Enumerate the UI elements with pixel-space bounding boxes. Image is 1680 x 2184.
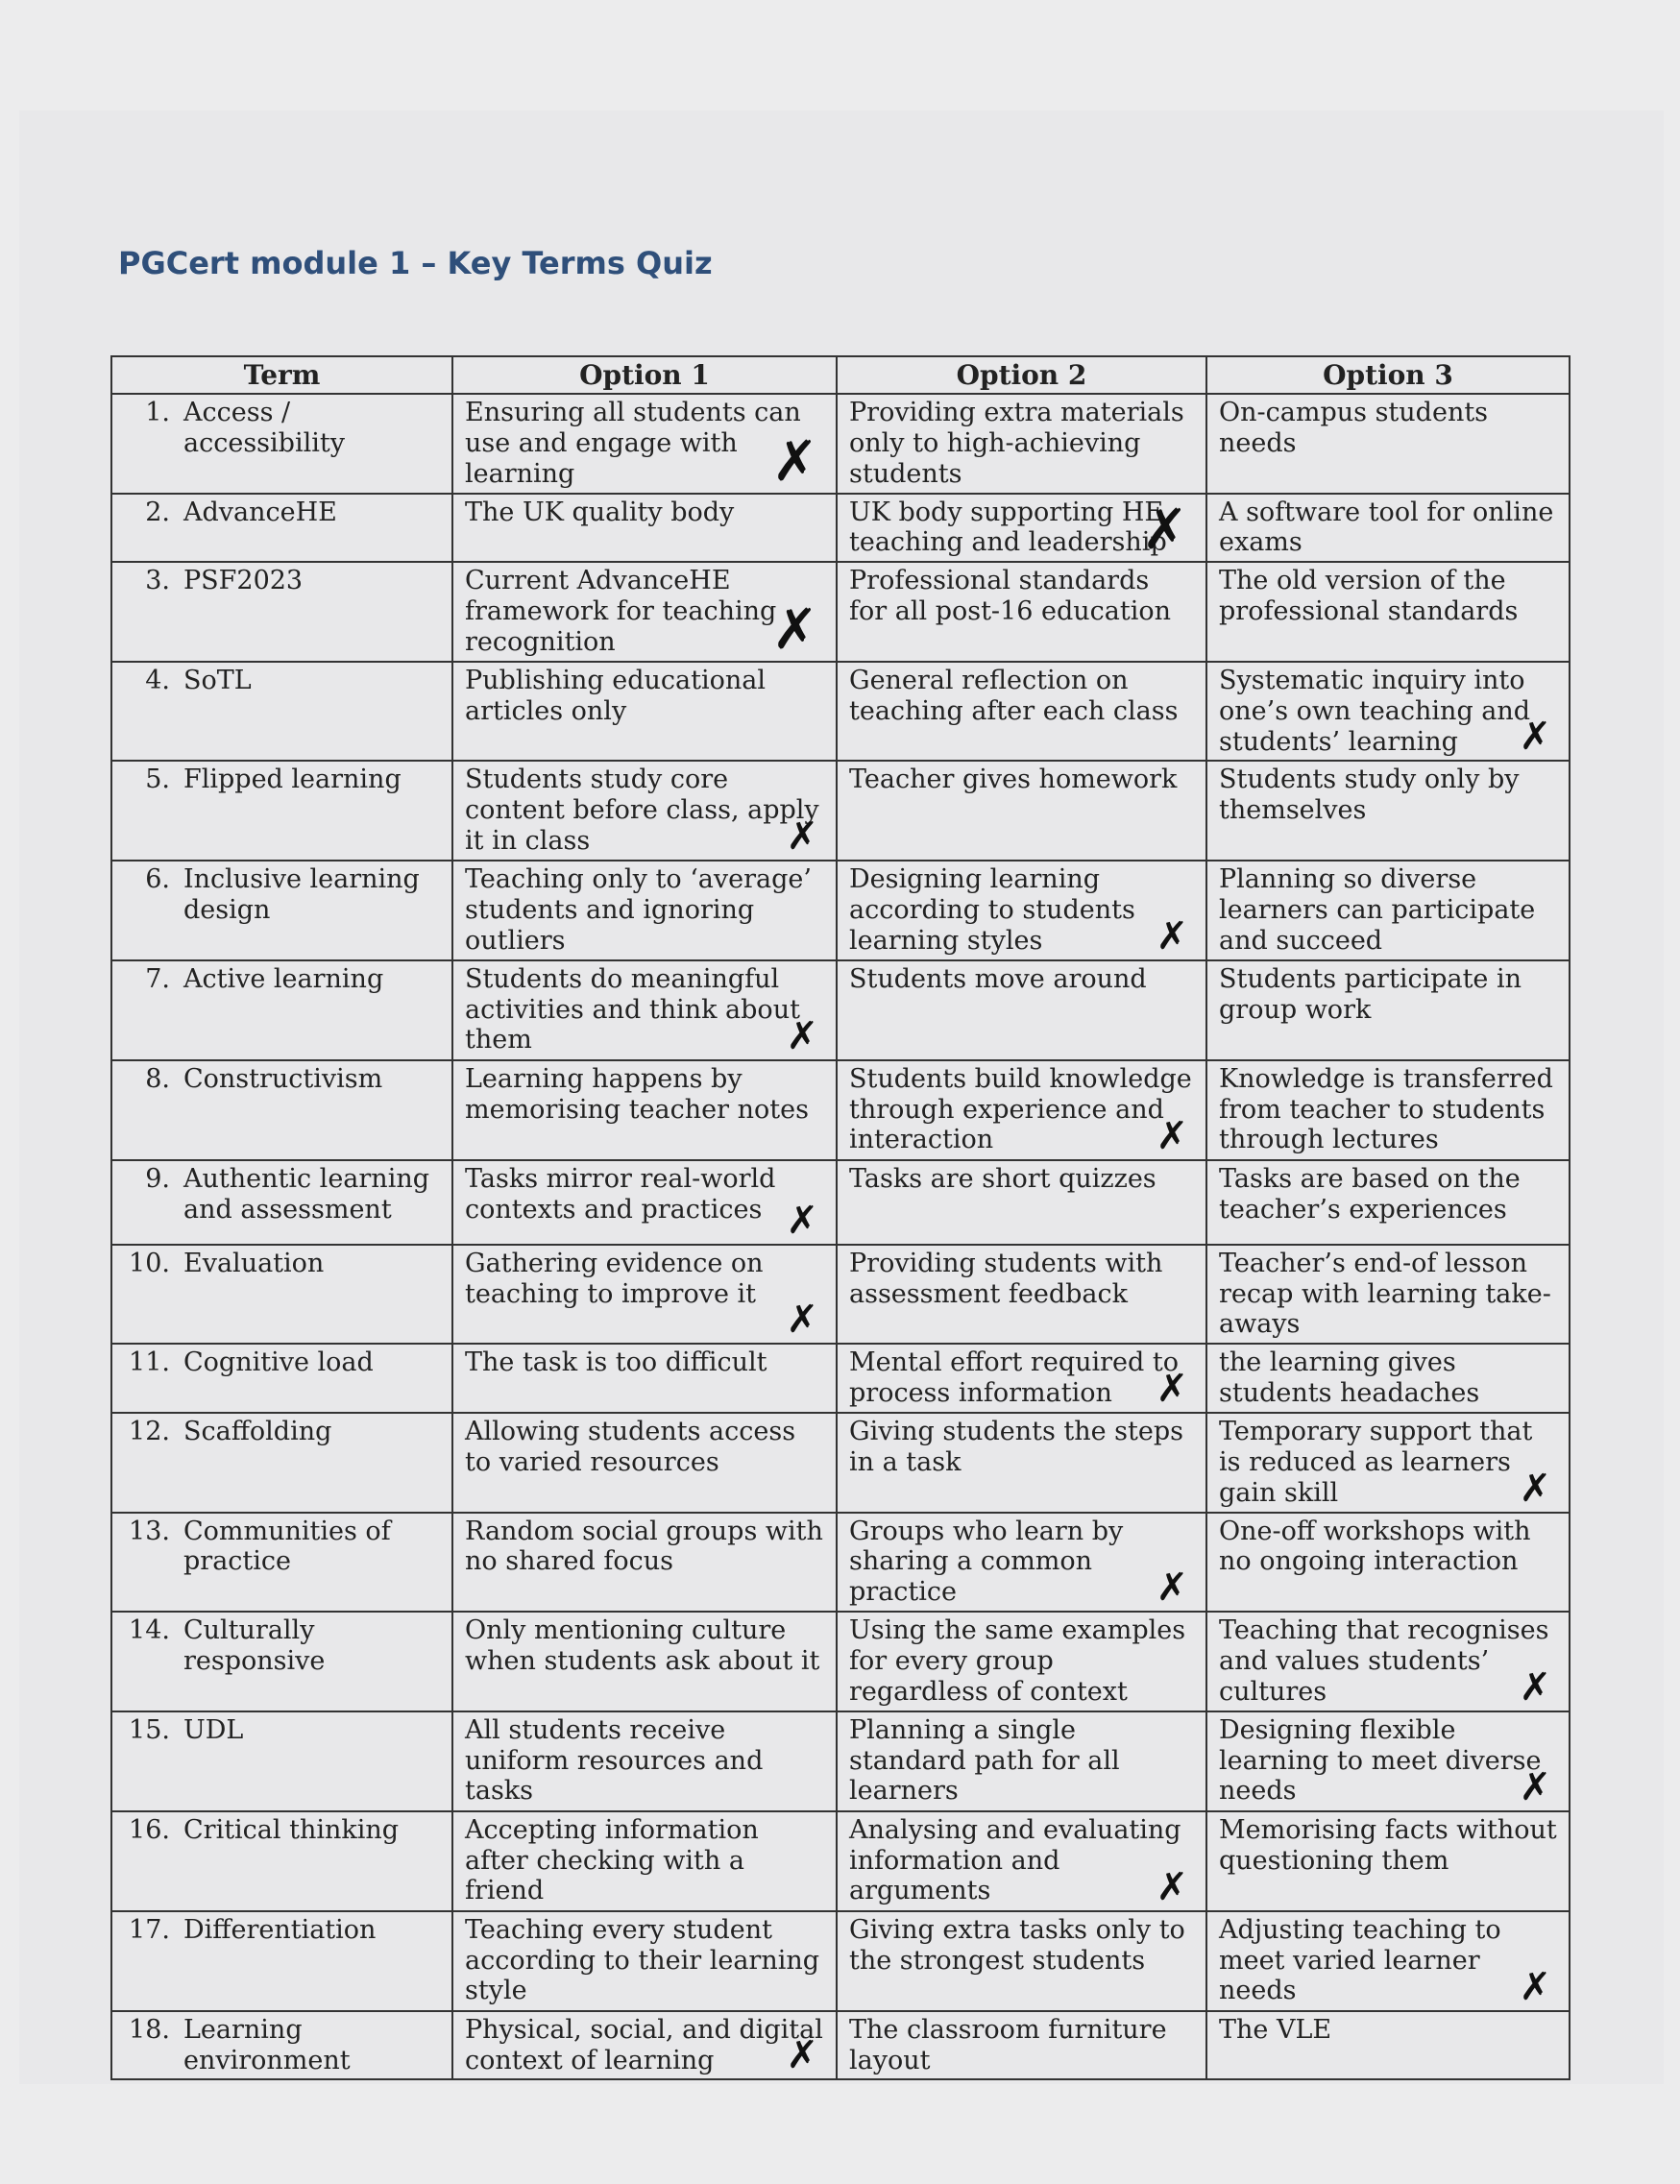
term-number: 15. <box>129 1714 170 1745</box>
option-text: Designing flexible learning to meet diverse needs <box>1219 1714 1542 1807</box>
option-text: Teacher gives homework <box>849 764 1178 795</box>
term-number: 3. <box>145 566 170 596</box>
option-text: Professional standards for all post-16 education <box>849 566 1171 627</box>
option-text: Temporary support that is reduced as learners gain skill <box>1219 1416 1533 1508</box>
term-label: Access / accessibility <box>183 398 345 458</box>
table-row <box>111 761 1570 861</box>
option-3-cell[interactable] <box>1206 394 1570 494</box>
table-row <box>111 1413 1570 1513</box>
term-cell <box>111 1911 452 2011</box>
option-1-cell[interactable] <box>452 761 837 861</box>
option-3-cell[interactable] <box>1206 1413 1570 1513</box>
option-2-cell[interactable] <box>837 761 1206 861</box>
term-number: 1. <box>145 398 170 428</box>
option-text: the learning gives students headaches <box>1219 1347 1480 1409</box>
table-row <box>111 1811 1570 1911</box>
option-text: Tasks are short quizzes <box>849 1163 1157 1194</box>
term-cell <box>111 1711 452 1811</box>
option-2-cell[interactable] <box>837 2011 1206 2080</box>
term-number: 16. <box>129 1814 170 1845</box>
option-1-cell[interactable] <box>452 562 837 662</box>
handwritten-cross-mark-icon: ✗ <box>1519 1764 1551 1809</box>
term-number: 11. <box>129 1347 170 1378</box>
option-text: Groups who learn by sharing a common practice <box>849 1516 1124 1608</box>
table-row <box>111 960 1570 1060</box>
term-label: Differentiation <box>183 1914 377 1945</box>
handwritten-cross-mark-icon: ✗ <box>1156 1366 1188 1411</box>
term-number: 7. <box>145 963 170 994</box>
option-text: Planning so diverse learners can participate and succeed <box>1219 864 1536 956</box>
term-label: Evaluation <box>183 1248 325 1278</box>
option-text: Publishing educational articles only <box>465 665 766 726</box>
term-cell <box>111 861 452 960</box>
term-label: Flipped learning <box>183 764 402 795</box>
option-text: Giving extra tasks only to the strongest students <box>849 1914 1185 1976</box>
option-1-cell[interactable] <box>452 494 837 563</box>
term-label: Learning environment <box>183 2014 351 2075</box>
option-1-cell[interactable] <box>452 960 837 1060</box>
table-row <box>111 1060 1570 1160</box>
option-text: Analysing and evaluating information and arguments <box>849 1814 1181 1906</box>
option-text: Systematic inquiry into one’s own teaching and students’ learning <box>1219 665 1531 757</box>
term-cell <box>111 761 452 861</box>
term-cell <box>111 394 452 494</box>
option-3-cell[interactable] <box>1206 562 1570 662</box>
header-option-3: Option 3 <box>1206 356 1570 394</box>
option-text: Students do meaningful activities and think about them <box>465 963 800 1056</box>
term-cell <box>111 662 452 762</box>
option-text: Allowing students access to varied resources <box>465 1416 796 1477</box>
option-3-cell[interactable] <box>1206 2011 1570 2080</box>
option-1-cell[interactable] <box>452 1513 837 1613</box>
term-label: PSF2023 <box>183 566 304 596</box>
option-text: Designing learning according to students learning styles <box>849 864 1135 956</box>
option-3-cell[interactable] <box>1206 494 1570 563</box>
handwritten-cross-mark-icon: ✗ <box>786 2033 818 2078</box>
option-2-cell[interactable] <box>837 662 1206 762</box>
option-text: Tasks mirror real-world contexts and practices <box>465 1163 776 1225</box>
term-label: Communities of practice <box>183 1516 391 1577</box>
handwritten-cross-mark-icon: ✗ <box>1519 1466 1551 1511</box>
handwritten-cross-mark-icon: ✗ <box>771 595 818 662</box>
option-2-cell[interactable] <box>837 1413 1206 1513</box>
option-text: Planning a single standard path for all learners <box>849 1714 1120 1807</box>
option-1-cell[interactable] <box>452 662 837 762</box>
option-text: Only mentioning culture when students ask about it <box>465 1615 820 1676</box>
option-1-cell[interactable] <box>452 1344 837 1413</box>
option-text: UK body supporting HE teaching and leadership <box>849 497 1167 558</box>
term-label: Cognitive load <box>183 1347 374 1378</box>
table-row <box>111 662 1570 762</box>
option-text: The old version of the professional standards <box>1219 566 1519 627</box>
option-3-cell[interactable] <box>1206 761 1570 861</box>
option-3-cell[interactable] <box>1206 960 1570 1060</box>
option-1-cell[interactable] <box>452 2011 837 2080</box>
term-cell <box>111 2011 452 2080</box>
handwritten-cross-mark-icon: ✗ <box>1156 1565 1188 1611</box>
option-text: The UK quality body <box>465 497 735 527</box>
option-2-cell[interactable] <box>837 1245 1206 1345</box>
option-2-cell[interactable] <box>837 1344 1206 1413</box>
option-2-cell[interactable] <box>837 861 1206 960</box>
option-text: Students move around <box>849 963 1147 994</box>
option-text: Physical, social, and digital context of learning <box>465 2014 823 2075</box>
option-text: Ensuring all students can use and engage with learning <box>465 398 801 489</box>
table-row <box>111 2011 1570 2080</box>
term-cell <box>111 1413 452 1513</box>
option-2-cell[interactable] <box>837 1811 1206 1911</box>
table-row <box>111 1245 1570 1345</box>
option-1-cell[interactable] <box>452 861 837 960</box>
option-3-cell[interactable] <box>1206 1160 1570 1245</box>
option-text: Teaching only to ‘average’ students and ignoring outliers <box>465 864 812 956</box>
table-row <box>111 1911 1570 2011</box>
option-text: Random social groups with no shared focus <box>465 1516 823 1577</box>
handwritten-cross-mark-icon: ✗ <box>771 427 818 494</box>
option-3-cell[interactable] <box>1206 1060 1570 1160</box>
term-number: 13. <box>129 1516 170 1546</box>
term-label: Critical thinking <box>183 1814 400 1845</box>
option-3-cell[interactable] <box>1206 1344 1570 1413</box>
table-row <box>111 394 1570 494</box>
option-text: One-off workshops with no ongoing interaction <box>1219 1516 1531 1577</box>
handwritten-cross-mark-icon: ✗ <box>786 1198 818 1243</box>
option-text: Learning happens by memorising teacher notes <box>465 1063 809 1125</box>
handwritten-cross-mark-icon: ✗ <box>1519 715 1551 760</box>
handwritten-cross-mark-icon: ✗ <box>1156 1113 1188 1158</box>
option-text: Students build knowledge through experience and interaction <box>849 1063 1192 1155</box>
option-text: Using the same examples for every group regardless of context <box>849 1615 1186 1707</box>
option-text: All students receive uniform resources and tasks <box>465 1714 764 1807</box>
option-2-cell[interactable] <box>837 1911 1206 2011</box>
option-text: Knowledge is transferred from teacher to students through lectures <box>1219 1063 1553 1155</box>
term-cell <box>111 562 452 662</box>
option-2-cell[interactable] <box>837 494 1206 563</box>
option-text: On-campus students needs <box>1219 398 1489 458</box>
header-row <box>111 356 1570 394</box>
option-text: Giving students the steps in a task <box>849 1416 1184 1477</box>
option-3-cell[interactable] <box>1206 1911 1570 2011</box>
page-title: PGCert module 1 – Key Terms Quiz <box>118 245 713 281</box>
term-number: 6. <box>145 864 170 895</box>
term-cell <box>111 1245 452 1345</box>
option-text: Teacher’s end-of lesson recap with learning take-aways <box>1219 1248 1551 1340</box>
option-text: Memorising facts without questioning them <box>1219 1814 1557 1876</box>
option-1-cell[interactable] <box>452 1811 837 1911</box>
option-3-cell[interactable] <box>1206 1245 1570 1345</box>
term-number: 17. <box>129 1914 170 1945</box>
table-row <box>111 562 1570 662</box>
handwritten-cross-mark-icon: ✗ <box>1519 1964 1551 2009</box>
term-cell <box>111 494 452 563</box>
term-cell <box>111 1612 452 1711</box>
table-row <box>111 494 1570 563</box>
option-3-cell[interactable] <box>1206 861 1570 960</box>
option-text: Teaching every student according to their learning style <box>465 1914 820 2006</box>
term-label: Scaffolding <box>183 1416 332 1446</box>
option-2-cell[interactable] <box>837 960 1206 1060</box>
term-label: Active learning <box>183 963 384 994</box>
term-label: AdvanceHE <box>183 497 337 527</box>
option-text: The VLE <box>1219 2014 1332 2045</box>
term-cell <box>111 1811 452 1911</box>
option-text: Students study core content before class, apply it in class <box>465 764 819 857</box>
term-label: Inclusive learning design <box>183 864 420 925</box>
handwritten-cross-mark-icon: ✗ <box>1519 1664 1551 1710</box>
term-label: Constructivism <box>183 1063 383 1094</box>
option-text: Students study only by themselves <box>1219 764 1520 826</box>
option-text: Current AdvanceHE framework for teaching recognition <box>465 566 777 658</box>
term-number: 12. <box>129 1416 170 1446</box>
table-row <box>111 1711 1570 1811</box>
option-1-cell[interactable] <box>452 1160 837 1245</box>
table-row <box>111 1160 1570 1245</box>
option-text: Providing students with assessment feedback <box>849 1248 1163 1309</box>
header-option-1: Option 1 <box>452 356 837 394</box>
handwritten-cross-mark-icon: ✗ <box>1156 1864 1188 1909</box>
option-3-cell[interactable] <box>1206 1612 1570 1711</box>
option-3-cell[interactable] <box>1206 1811 1570 1911</box>
table-row <box>111 1344 1570 1413</box>
option-1-cell[interactable] <box>452 1245 837 1345</box>
table-row <box>111 1513 1570 1613</box>
handwritten-cross-mark-icon: ✗ <box>1141 497 1188 563</box>
handwritten-cross-mark-icon: ✗ <box>786 1298 818 1343</box>
option-text: A software tool for online exams <box>1219 497 1554 558</box>
option-text: The classroom furniture layout <box>849 2014 1167 2075</box>
header-term: Term <box>111 356 452 394</box>
term-number: 8. <box>145 1063 170 1094</box>
option-3-cell[interactable] <box>1206 1513 1570 1613</box>
term-number: 9. <box>145 1163 170 1194</box>
option-2-cell[interactable] <box>837 394 1206 494</box>
option-text: Accepting information after checking with a friend <box>465 1814 759 1906</box>
term-cell <box>111 960 452 1060</box>
option-text: General reflection on teaching after each class <box>849 665 1179 726</box>
option-2-cell[interactable] <box>837 1711 1206 1811</box>
term-number: 4. <box>145 665 170 695</box>
option-3-cell[interactable] <box>1206 662 1570 762</box>
option-text: Providing extra materials only to high-achieving students <box>849 398 1184 489</box>
option-text: Mental effort required to process information <box>849 1347 1179 1409</box>
handwritten-cross-mark-icon: ✗ <box>786 814 818 860</box>
term-label: SoTL <box>183 665 252 695</box>
option-2-cell[interactable] <box>837 1612 1206 1711</box>
table-row <box>111 861 1570 960</box>
option-1-cell[interactable] <box>452 1060 837 1160</box>
option-text: Teaching that recognises and values students’ cultures <box>1219 1615 1549 1707</box>
option-1-cell[interactable] <box>452 1911 837 2011</box>
option-text: Adjusting teaching to meet varied learner needs <box>1219 1914 1501 2006</box>
option-1-cell[interactable] <box>452 1711 837 1811</box>
option-2-cell[interactable] <box>837 562 1206 662</box>
option-1-cell[interactable] <box>452 1612 837 1711</box>
handwritten-cross-mark-icon: ✗ <box>786 1013 818 1058</box>
term-label: Culturally responsive <box>183 1615 326 1676</box>
option-2-cell[interactable] <box>837 1513 1206 1613</box>
term-cell <box>111 1060 452 1160</box>
term-number: 18. <box>129 2014 170 2045</box>
term-number: 10. <box>129 1248 170 1278</box>
handwritten-cross-mark-icon: ✗ <box>1156 913 1188 959</box>
term-label: UDL <box>183 1714 244 1745</box>
option-2-cell[interactable] <box>837 1160 1206 1245</box>
option-1-cell[interactable] <box>452 394 837 494</box>
quiz-table <box>110 355 1570 2080</box>
option-text: Students participate in group work <box>1219 963 1522 1025</box>
term-label: Authentic learning and assessment <box>183 1163 429 1225</box>
option-text: The task is too difficult <box>465 1347 767 1378</box>
term-cell <box>111 1513 452 1613</box>
header-option-2: Option 2 <box>837 356 1206 394</box>
term-number: 2. <box>145 497 170 527</box>
option-text: Gathering evidence on teaching to improve it <box>465 1248 764 1309</box>
term-number: 5. <box>145 764 170 795</box>
option-2-cell[interactable] <box>837 1060 1206 1160</box>
table-row <box>111 1612 1570 1711</box>
term-cell <box>111 1160 452 1245</box>
option-1-cell[interactable] <box>452 1413 837 1513</box>
term-number: 14. <box>129 1615 170 1646</box>
term-cell <box>111 1344 452 1413</box>
option-3-cell[interactable] <box>1206 1711 1570 1811</box>
option-text: Tasks are based on the teacher’s experiences <box>1219 1163 1521 1225</box>
